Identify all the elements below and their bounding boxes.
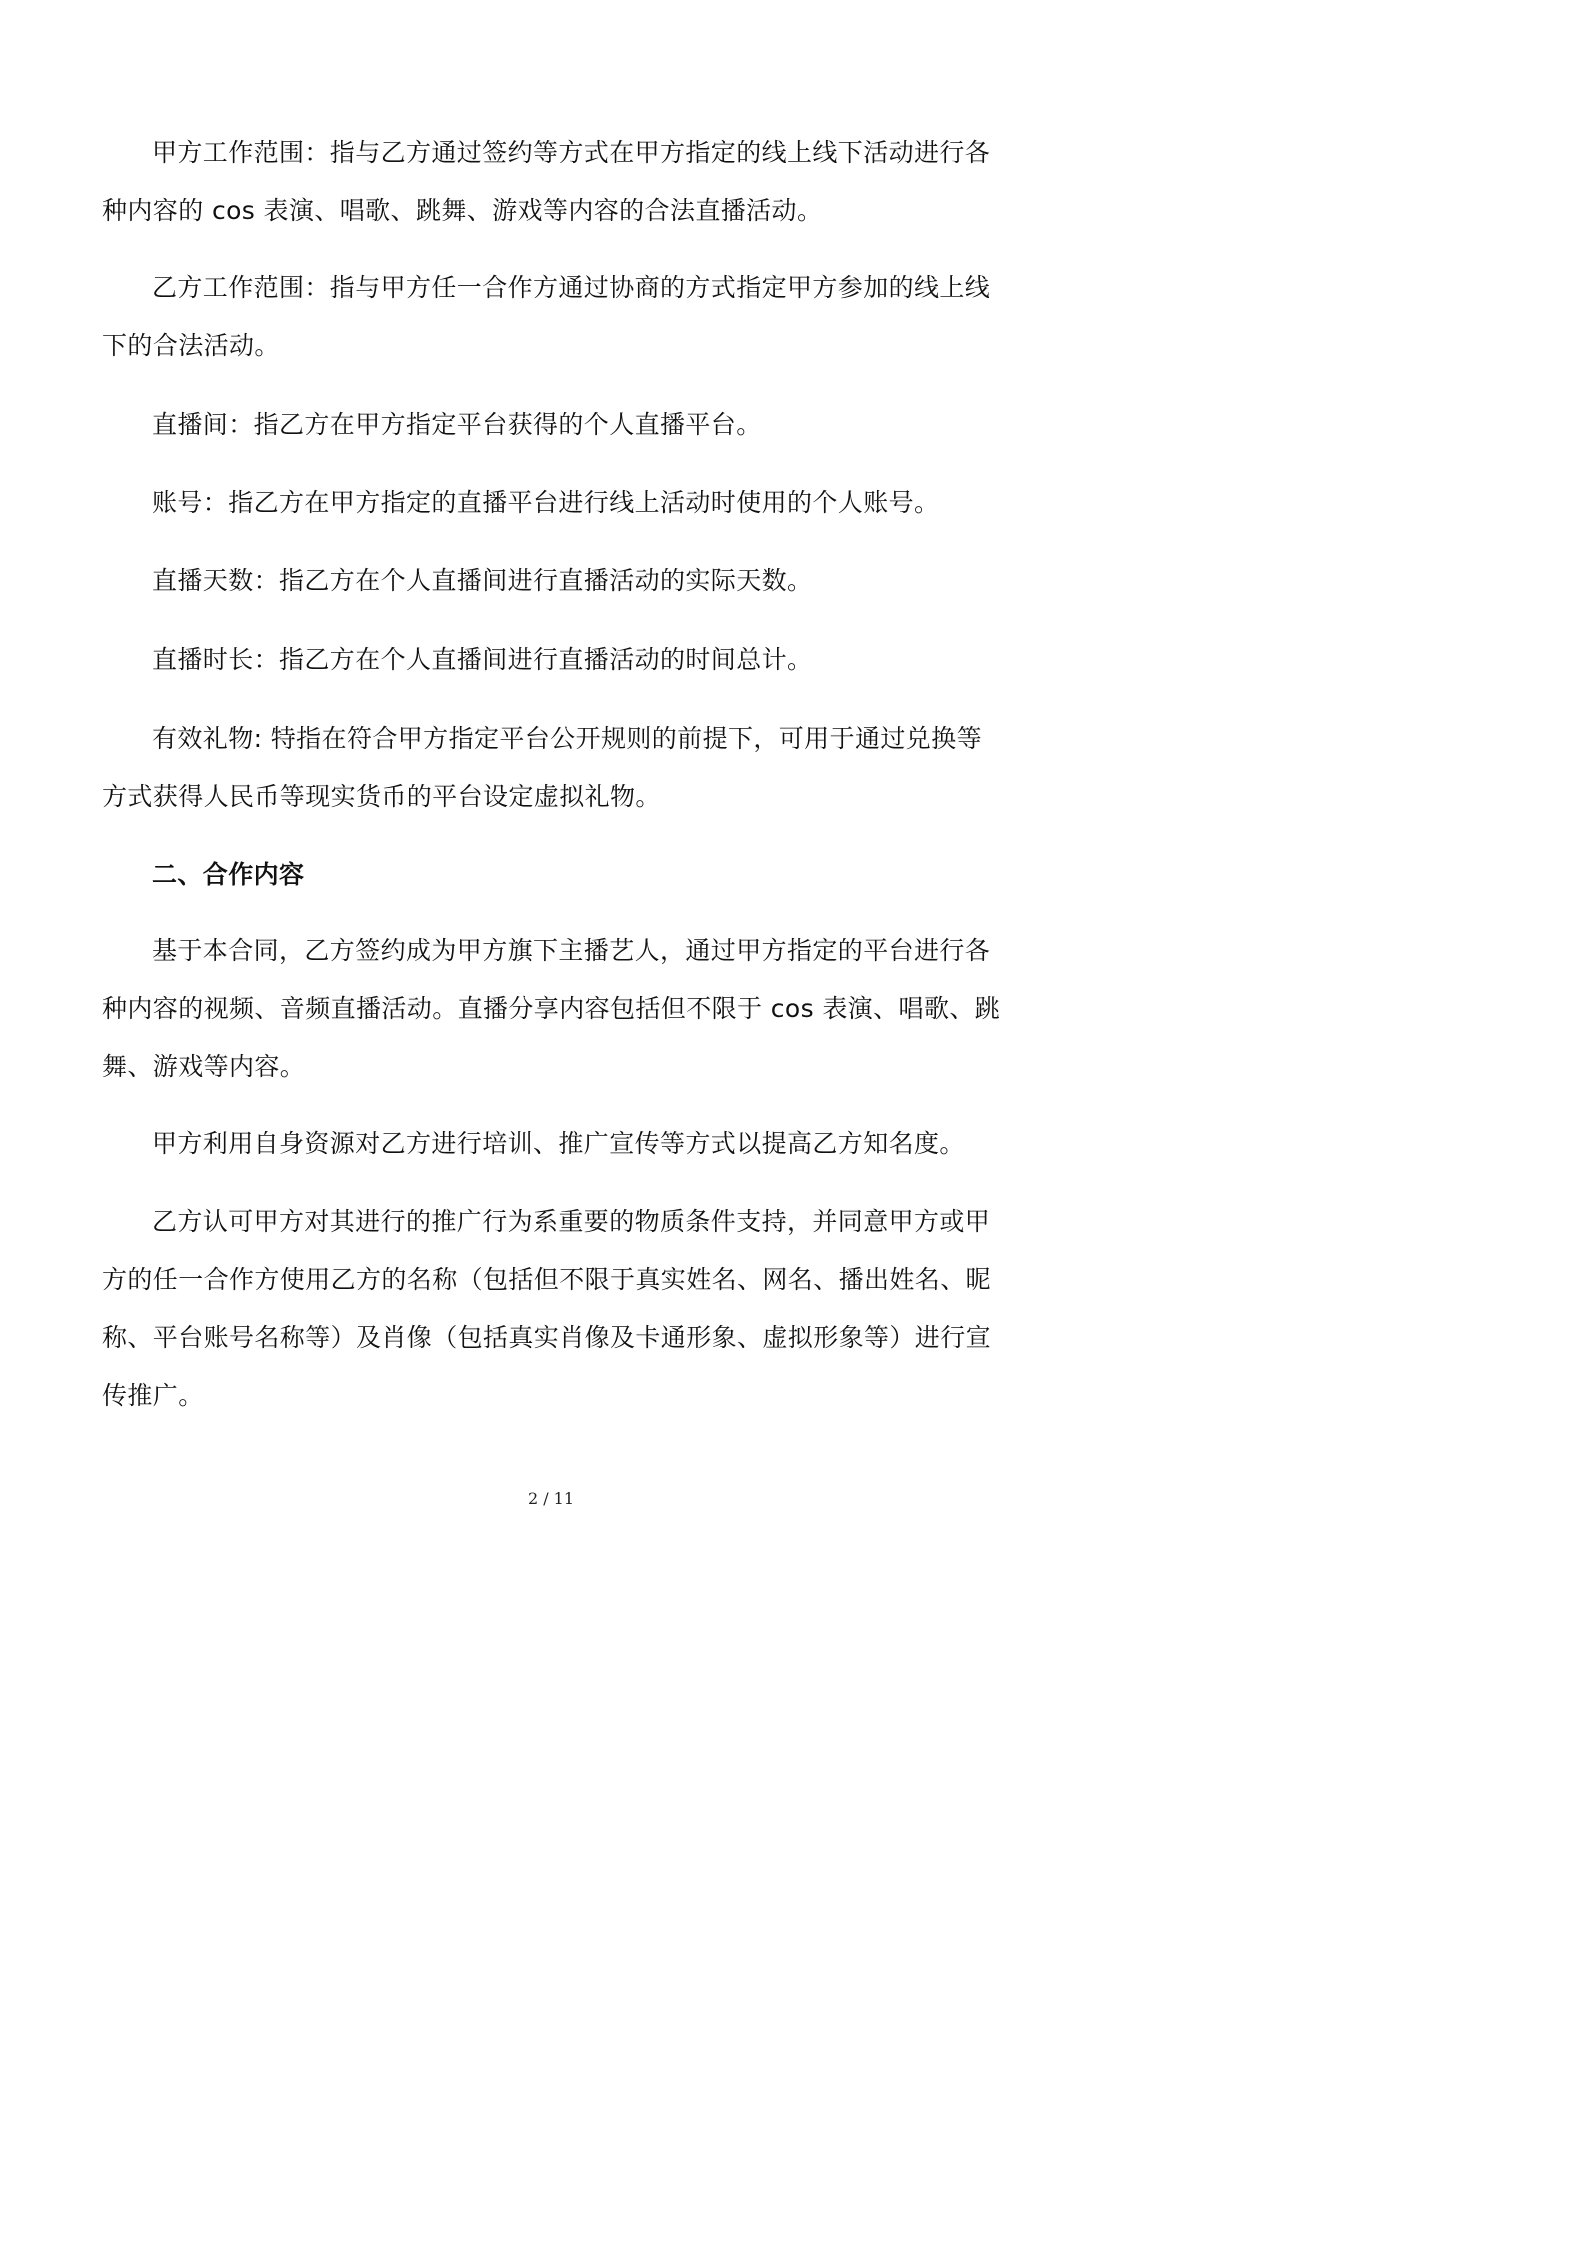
paragraph-account-definition: 账号：指乙方在甲方指定的直播平台进行线上活动时使用的个人账号。 <box>152 488 940 517</box>
paragraph-name-and-likeness-use: 乙方认可甲方对其进行的推广行为系重要的物质条件支持，并同意甲方或甲方的任一合作方使用乙方的名称（包括但不限于真实姓名、网名、播出姓名、昵称、平台账号名称等）及肖像（包括真实肖像及卡通形象、虚拟形象等）进行宣传推广。 <box>102 1207 992 1410</box>
paragraph-valid-gifts-definition: 有效礼物: 特指在符合甲方指定平台公开规则的前提下，可用于通过兑换等方式获得人民币等现实货币的平台设定虚拟礼物。 <box>102 724 982 811</box>
paragraph-live-days-definition: 直播天数：指乙方在个人直播间进行直播活动的实际天数。 <box>152 566 813 595</box>
section-heading-cooperation-content: 二、合作内容 <box>152 860 305 889</box>
paragraph-live-duration-definition: 直播时长：指乙方在个人直播间进行直播活动的时间总计。 <box>152 645 813 674</box>
paragraph-live-room-definition: 直播间：指乙方在甲方指定平台获得的个人直播平台。 <box>152 410 762 439</box>
paragraph-cooperation-content: 基于本合同，乙方签约成为甲方旗下主播艺人，通过甲方指定的平台进行各种内容的视频、音频直播活动。直播分享内容包括但不限于 cos 表演、唱歌、跳舞、游戏等内容。 <box>102 936 1001 1081</box>
paragraph-jiafang-work-scope: 甲方工作范围：指与乙方通过签约等方式在甲方指定的线上线下活动进行各种内容的 cos 表演、唱歌、跳舞、游戏等内容的合法直播活动。 <box>102 138 991 225</box>
page-number: 2 / 11 <box>527 1489 575 1508</box>
paragraph-yifang-work-scope: 乙方工作范围：指与甲方任一合作方通过协商的方式指定甲方参加的线上线下的合法活动。 <box>102 273 991 360</box>
document-page <box>0 0 1102 1560</box>
paragraph-training-promotion: 甲方利用自身资源对乙方进行培训、推广宣传等方式以提高乙方知名度。 <box>152 1129 965 1158</box>
